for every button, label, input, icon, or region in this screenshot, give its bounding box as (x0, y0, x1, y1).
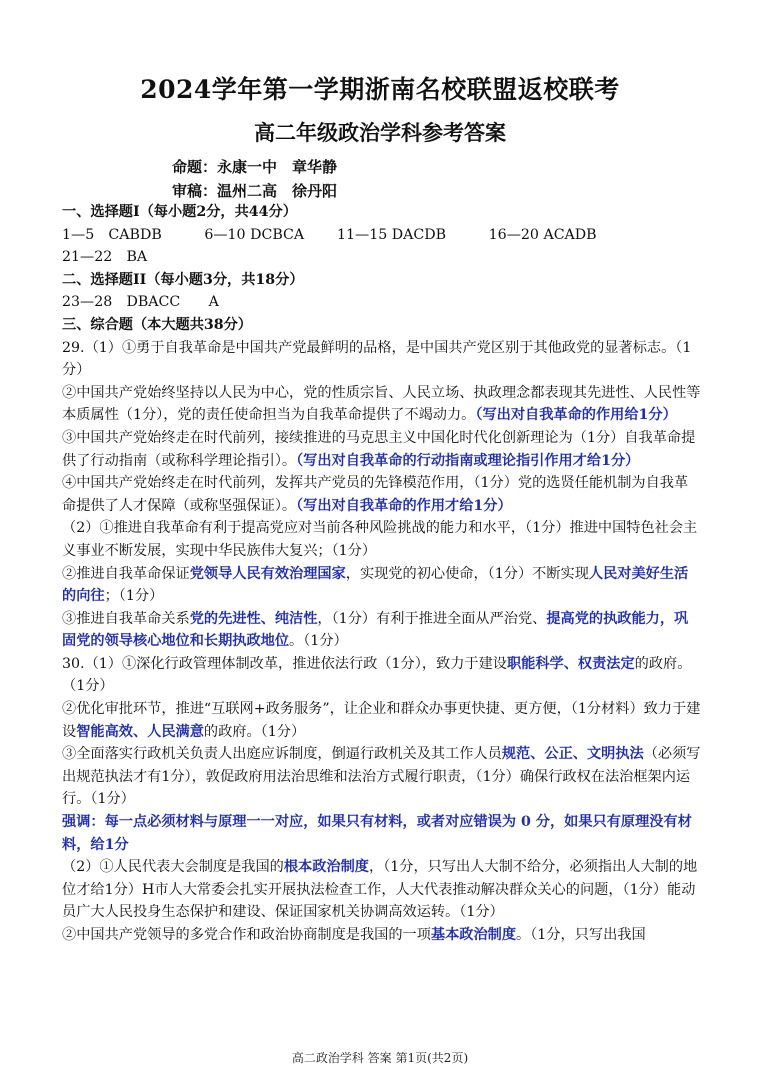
q29-point4-text: ④中国共产党始终走在时代前列，发挥共产党员的先锋模范作用，（1分）党的选贤任能机制为自我革命提供了人才保障（或称坚强保证）。 (62, 475, 689, 514)
q29-p6-text-c: ；（1分） (104, 588, 164, 605)
q30-p2-keyword: 智能高效、人民满意 (76, 723, 204, 740)
q29-p6-keyword-b: 人民对美好生活的向往 (62, 565, 689, 605)
q30-part2-point2 (62, 924, 702, 947)
answer-body (62, 201, 702, 947)
q29-part2-point1: （2）①推进自我革命有利于提高党应对当前各种风险挑战的能力和水平，（1分）推进中国特色社会主义事业不断发展，实现中华民族伟大复兴；（1分） (62, 520, 698, 559)
q29-p7-text-a: ③推进自我革命关系 (62, 610, 190, 627)
q29-point3-note: （写出对自我革命的行动指南或理论指引作用才给1分） (296, 452, 640, 469)
reviewer-line: 审稿：温州二高 徐丹阳 (172, 182, 338, 200)
q30-point1 (62, 653, 702, 698)
q29-p6-text-a: ②推进自我革命保证 (62, 565, 190, 582)
q29-point4 (62, 472, 702, 517)
q30-p4-text-a: （2）①人民代表大会制度是我国的 (62, 859, 284, 876)
exam-title: 2024学年第一学期浙南名校联盟返校联考 (140, 75, 620, 104)
page-footer: 高二政治学科 答案 第1页(共2页) (291, 1051, 469, 1065)
section1-heading: 一、选择题Ⅰ（每小题2分，共44分） (62, 204, 297, 220)
section2-heading: 二、选择题II（每小题3分，共18分） (62, 271, 304, 288)
section3-heading: 三、综合题（本大题共38分） (62, 316, 252, 333)
q29-p6-text-b: ，实现党的初心使命，（1分）不断实现 (345, 565, 589, 582)
q29-point2-text: ②中国共产党始终坚持以人民为中心，党的性质宗旨、人民立场、执政理念都表现其先进性、人民性等本质属性（1分），党的责任使命担当为自我革命提供了不竭动力。 (62, 384, 701, 424)
q30-p1-keyword: 职能科学、权责法定 (506, 655, 635, 672)
q29-point2-note: （写出对自我革命的作用给1分） (475, 407, 677, 424)
q29-point3-text: ③中国共产党始终走在时代前列，接续推进的马克思主义中国化时代化创新理论为（1分）自我革命提供了行动指南（或称科学理论指引）。 (62, 429, 696, 469)
q30-point2 (62, 698, 702, 743)
q29-point1: 29.（1）①勇于自我革命是中国共产党最鲜明的品格，是中国共产党区别于其他政党的显著标志。（1分） (62, 339, 692, 379)
q29-part2-point2 (62, 563, 702, 608)
q30-p5-keyword: 基本政治制度 (430, 927, 517, 943)
q30-p4-keyword: 根本政治制度 (283, 859, 369, 876)
q30-p5-text-a: ②中国共产党领导的多党合作和政治协商制度是我国的一项 (62, 927, 431, 943)
author-line: 命题：永康一中 章华静 (172, 158, 338, 176)
q30-p2-text-b: 的政府。（1分） (203, 723, 306, 740)
q29-point4-note: （写出对自我革命的作用才给1分） (296, 497, 512, 514)
q30-p2-text-a: ②优化审批环节，推进“互联网+政务服务”，让企业和群众办事更快捷、更方便，（1分材料）致力于建设 (62, 701, 701, 740)
q29-part2-point3 (62, 608, 702, 653)
q30-p5-text-b: 。（1分，只写出我国 (516, 927, 646, 943)
q30-p3-text-b: （必须写出规范执法才有1分），敦促政府用法治思维和法治方式履行职责，（1分）确保行政权在法治框架内运行。（1分） (62, 746, 701, 808)
section1-answers-row2: 21—22 BA (62, 249, 148, 266)
q30-p1-text-b: 的政府。（1分） (62, 655, 692, 695)
q29-p6-keyword-a: 党领导人民有效治理国家 (189, 565, 346, 582)
q30-point3 (62, 743, 702, 811)
q29-p7-keyword-b: 提高党的执政能力，巩固党的领导核心地位和长期执政地位 (62, 610, 689, 650)
q29-point2 (62, 382, 702, 427)
q29-point3 (62, 427, 702, 472)
q29-p7-text-c: 。（1分） (289, 633, 348, 650)
q30-p1-text-a: 30.（1）①深化行政管理体制改革，推进依法行政（1分），致力于建设 (62, 655, 507, 672)
section1-answers-row1: 1—5 CABDB 6—10 DCBCA 11—15 DACDB 16—20 ACADB (62, 226, 597, 243)
q30-grading-note: 强调：每一点必须材料与原理一一对应，如果只有材料，或者对应错误为 0 分，如果只有原理没有材料，给1分 (62, 814, 692, 853)
q29-p7-keyword-a: 党的先进性、纯洁性 (189, 610, 318, 627)
q30-part2-point1 (62, 856, 702, 924)
q30-p4-text-b: ，（1分，只写出人大制不给分，必须指出人大制的地位才给1分）H市人大常委会扎实开展执法检查工作，人大代表推动解决群众关心的问题，（1分）能动员广大人民投身生态保护和建设、保证国家机关协调高效运转。（1分） (62, 859, 698, 921)
q29-p7-text-b: ，（1分）有利于推进全面从严治党、 (317, 610, 547, 627)
q30-p3-keyword: 规范、公正、文明执法 (501, 746, 644, 763)
section2-answers-row1: 23—28 DBACC A (62, 294, 219, 311)
exam-subtitle: 高二年级政治学科参考答案 (254, 120, 506, 145)
q30-p3-text-a: ③全面落实行政机关负责人出庭应诉制度，倒逼行政机关及其工作人员 (62, 746, 502, 763)
